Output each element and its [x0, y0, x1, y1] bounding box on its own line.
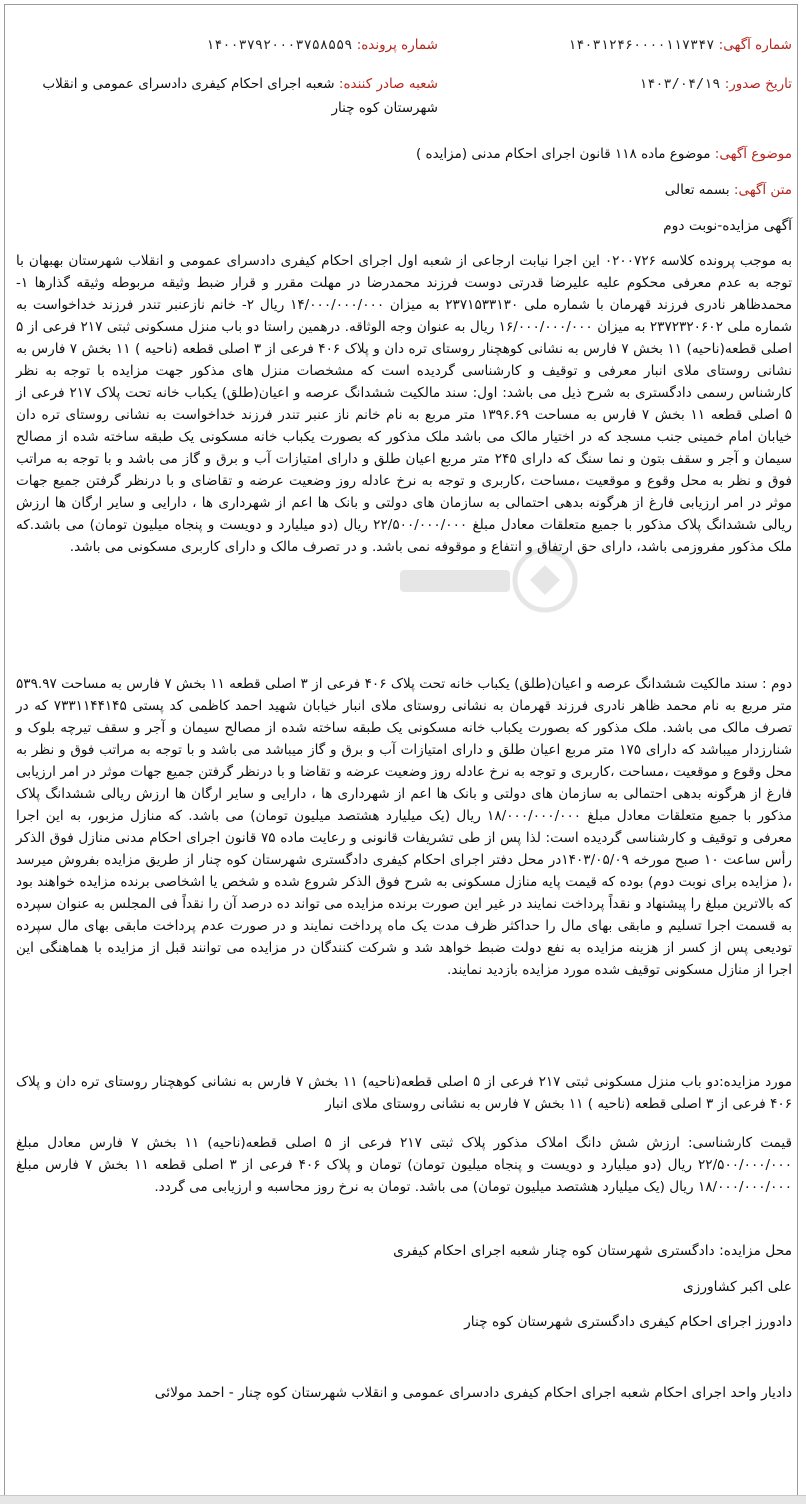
issuing-branch: شعبه اجرای احکام کیفری دادسرای عمومی و انقلاب — [42, 76, 335, 92]
issuing-branch-row — [42, 73, 438, 95]
auction-venue: محل مزایده: دادگستری شهرستان کوه چنار شعبه اجرای احکام کیفری — [393, 1243, 792, 1259]
signatory-title: دادورز اجرای احکام کیفری دادگستری شهرستان کوه چنار — [464, 1314, 792, 1330]
paragraph-2: دوم : سند مالکیت ششدانگ عرصه و اعیان(طلق) یکباب خانه تحت پلاک ۴۰۶ فرعی از ۳ اصلی قطعه ۱۱ بخش ۷ فارس به مساحت ۵۳۹.۹۷ متر مربع به نام محمد ظاهر نادری فرزند قهرمان به نشانی روستای ملای انبار خیابان شهید احمد کاظمی کد پستی ۷۳۳۱۱۴۴۱۴۵ که در تصرف مالک می باشد. ملک مذکور که بصورت یکباب خانه مسکونی یک طبقه ساخته شده از مصالح سیمان و آجر و سقف تیرچه بلوک و شنارزدار میباشد که دارای ۱۷۵ متر مربع اعیان طلق و دارای امتیازات آب و برق و گاز میباشد می باشد و با توجه به مراتب فوق و نظر به محل وقوع و موقعیت ،مساحت ،کاربری و توجه به نرخ عادله روز وضعیت عرضه و تقاضا و با درنظر گرفتن جمیع جهات موثر در امر ارزیابی فارغ از هرگونه بدهی احتمالی به سازمان های دولتی و بانک ها اعم از شهرداری ها ، دارایی و سایر ارگان ها ارزش ریالی ششدانگ پلاک مذکور با جمیع متعلقات معادل مبلغ ۱۸/۰۰۰/۰۰۰/۰۰۰ ریال (یک میلیارد هشتصد میلیون تومان) می باشد. که منازل مزبور، به این اجرا معرفی و توقیف و کارشناسی گردیده است: لذا پس از طی تشریفات قانونی و رعایت ماده ۷۵ قانون اجرای احکام مدنی منازل فوق الذکر رأس ساعت ۱۰ صبح مورخه ۱۴۰۳/۰۵/۰۹در محل دفتر اجرای احکام کیفری دادگستری شهرستان کوه چنار از طریق مزایده بفروش میرسد ،( مزایده برای نوبت دوم) بوده که قیمت پایه منازل مسکونی به شرح فوق الذکر شروع شده و شخص یا اشخاصی برنده مزایده خواهند بود که بالاترین مبلغ را پیشنهاد و نقداً پرداخت نمایند در غیر این صورت برنده مزایده می تواند ده درصد آن را نقداً فی المجلس به عنوان سپرده به قسمت اجرا تسلیم و مابقی بهای مال را حداکثر ظرف مدت یک ماه پرداخت نمایند و در صورت عدم پرداخت مابقی بهای مال سپرده تودیعی پس از کسر از هزینه مزایده به نفع دولت ضبط خواهد شد و شرکت کنندگان در مزایده می توانند قبل از مزایده با هماهنگی این اجرا از منازل مسکونی توقیف شده مورد مزایده بازدید نمایند. — [16, 676, 792, 978]
notice-number: ۱۴۰۳۱۲۴۶۰۰۰۰۱۱۷۳۴۷ — [568, 37, 715, 53]
case-number: ۱۴۰۰۳۷۹۲۰۰۰۳۷۵۸۵۵۹ — [206, 37, 353, 53]
bottom-scroll-strip — [0, 1495, 806, 1504]
paragraph-second-property — [16, 673, 792, 981]
subject-row — [416, 143, 792, 165]
issue-date: ۱۴۰۳/۰۴/۱۹ — [639, 76, 721, 92]
paragraph-main — [16, 250, 792, 558]
issue-date-label: تاریخ صدور: — [724, 76, 792, 92]
signatory-name: علی اکبر کشاورزی — [682, 1279, 792, 1295]
case-number-row — [206, 34, 438, 56]
paragraph-1: به موجب پرونده کلاسه ۰۲۰۰۷۲۶ این اجرا نیابت ارجاعی از شعبه اول اجرای احکام کیفری دادسرای عمومی و انقلاب شهرستان بهبهان با توجه به عدم معرفی محکوم علیه علیرضا قدرتی دوست فرزند محمدرضا در مهلت مقرر و قرار ضبط وثیقه مربوطه وثیقه گذارها ۱- محمدظاهر نادری فرزند قهرمان با شماره ملی ۲۳۷۱۵۳۳۱۳۰ به میزان ۱۴/۰۰۰/۰۰۰/۰۰۰ ریال ۲- خانم نازعنبر تندر فرزند خداخواست به شماره ملی ۲۳۷۲۳۲۰۶۰۲ به میزان ۱۶/۰۰۰/۰۰۰/۰۰۰ ریال به عنوان وجه الوثاقه. درهمین راستا دو باب منزل مسکونی ثبتی ۲۱۷ فرعی از ۵ اصلی قطعه(ناحیه) ۱۱ بخش ۷ فارس به نشانی کوهچنار روستای تره دان و پلاک ۴۰۶ فرعی از ۳ اصلی قطعه (ناحیه ) ۱۱ بخش ۷ فارس به نشانی روستای ملای انبار معرفی و توقیف و کارشناسی گردیده است که مشخصات منزل های مذکور جهت مزایده با توجه به نظر کارشناس رسمی دادگستری به شرح ذیل می باشد: اول: سند مالکیت ششدانگ عرصه و اعیان(طلق) یکباب خانه تحت پلاک ۲۱۷ فرعی از ۵ اصلی قطعه ۱۱ بخش ۷ فارس به مساحت ۱۳۹۶.۶۹ متر مربع به نام خانم ناز عنبر تندر فرزند خداخواست به نشانی روستای تره دان خیابان امام خمینی جنب مسجد که در اختیار مالک می باشد ملک مذکور که بصورت یکباب خانه مسکونی یک طبقه ساخته شده از مصالح سیمان و آجر و سقف بتون و نما سنگ که دارای ۲۴۵ متر مربع اعیان طلق و دارای امتیازات آب و برق و گاز می باشد و با توجه به مراتب فوق و نظر به محل وقوع و موقعیت ،مساحت ،کاربری و توجه به نرخ عادله روز وضعیت عرضه و تقاضای و با درنظر گرفتن جمیع جهات موثر در امر ارزیابی فارغ از هرگونه بدهی احتمالی به سازمان های دولتی و بانک ها اعم از شهرداری ها ، دارایی و سایر ارگان ها ارزش ریالی ششدانگ پلاک مذکور با جمیع متعلقات معادل مبلغ ۲۲/۵۰۰/۰۰۰/۰۰۰ ریال (دو میلیارد و دویست و پنجاه میلیون تومان) می باشد.که ملک مذکور مفروزمی باشد، دارای حق ارتفاق و انتفاع و موقوفه نمی باشد. و در تصرف مالک و دارای کاربری مسکونی می باشد. — [16, 253, 793, 555]
notice-number-row — [568, 34, 792, 56]
footer-signature: دادیار واحد اجرای احکام شعبه اجرای احکام کیفری دادسرای عمومی و انقلاب شهرستان کوه چنار - احمد مولائی — [154, 1385, 792, 1401]
auction-title: آگهی مزایده-نوبت دوم — [663, 218, 792, 234]
paragraph-4: قیمت کارشناسی: ارزش شش دانگ املاک مذکور پلاک ثبتی ۲۱۷ فرعی از ۵ اصلی قطعه(ناحیه) ۱۱ بخش ۷ فارس معادل مبلغ ۲۲/۵۰۰/۰۰۰/۰۰۰ ریال (دو میلیارد و دویست و پنجاه میلیون تومان) تومان و پلاک ۴۰۶ فرعی از ۳ اصلی قطعه ۱۱ بخش ۷ فارس مبلغ ۱۸/۰۰۰/۰۰۰/۰۰۰ ریال (یک میلیارد هشتصد میلیون تومان) می باشد. تومان به نرخ روز محاسبه و ارزیابی می گردد. — [16, 1135, 793, 1195]
text-header-label: متن آگهی: — [733, 182, 792, 198]
text-header-row — [665, 179, 792, 201]
paragraph-auction-item — [16, 1071, 792, 1115]
issue-date-row — [639, 73, 792, 95]
notice-number-label: شماره آگهی: — [718, 37, 792, 53]
issuing-branch-line2: شهرستان کوه چنار — [331, 100, 438, 116]
paragraph-expert-price — [16, 1132, 792, 1198]
text-header-value: بسمه تعالی — [664, 182, 730, 198]
issuing-branch-label: شعبه صادر کننده: — [338, 76, 438, 92]
paragraph-3: مورد مزایده:دو باب منزل مسکونی ثبتی ۲۱۷ فرعی از ۵ اصلی قطعه(ناحیه) ۱۱ بخش ۷ فارس به نشانی کوهچنار روستای تره دان و پلاک ۴۰۶ فرعی از ۳ اصلی قطعه (ناحیه ) ۱۱ بخش ۷ فارس به نشانی روستای ملای انبار — [16, 1074, 793, 1112]
case-number-label: شماره پرونده: — [356, 37, 438, 53]
subject-value: موضوع ماده ۱۱۸ قانون اجرای احکام مدنی (مزایده ) — [415, 146, 711, 162]
subject-label: موضوع آگهی: — [714, 146, 792, 162]
